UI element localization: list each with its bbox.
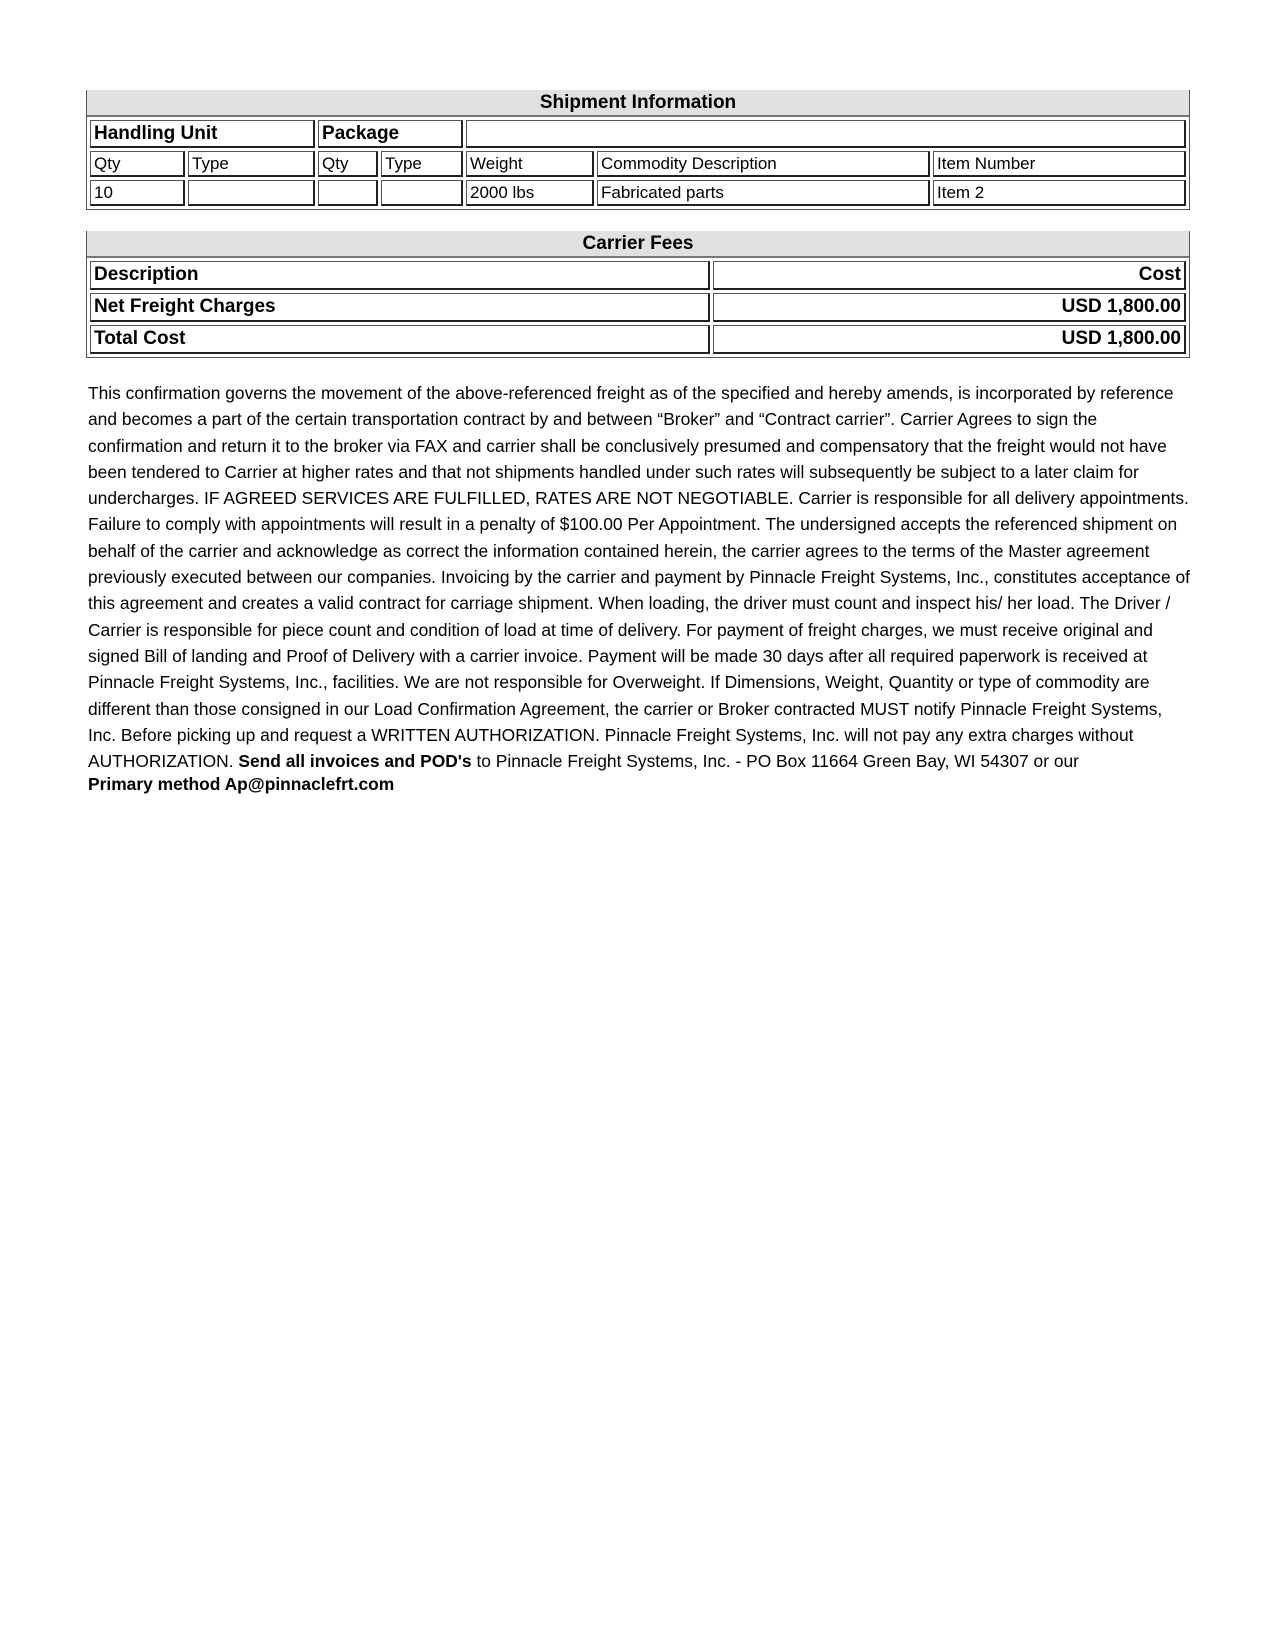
cell-handling-qty: 10 bbox=[90, 180, 185, 206]
shipment-group-header-row bbox=[90, 120, 1186, 148]
fee-cost: USD 1,800.00 bbox=[713, 293, 1186, 322]
carrier-fees-table bbox=[87, 258, 1189, 357]
cell-package-type bbox=[381, 180, 463, 206]
col-item-number: Item Number bbox=[933, 151, 1186, 177]
shipment-group-blank bbox=[466, 120, 1186, 148]
package-header: Package bbox=[318, 120, 463, 148]
col-commodity-description: Commodity Description bbox=[597, 151, 930, 177]
col-weight: Weight bbox=[466, 151, 594, 177]
table-row bbox=[90, 293, 1186, 322]
shipment-information-title: Shipment Information bbox=[87, 90, 1189, 117]
terms-body: This confirmation governs the movement of the above-referenced freight as of the specified and hereby amends, is incorporated by reference and becomes a part of the certain transportation contract by and between “Broker” and “Contract carrier”. Carrier Agrees to sign the confirmation and return it to the broker via FAX and carrier shall be conclusively presumed and compensatory that the freight would not have been tendered to Carrier at higher rates and that not shipments handled under such rates will subsequently be subject to a later claim for undercharges. IF AGREED SERVICES ARE FULFILLED, RATES ARE NOT NEGOTIABLE. Carrier is responsible for all delivery appointments. Failure to comply with appointments will result in a penalty of $100.00 Per Appointment. The undersigned accepts the referenced shipment on behalf of the carrier and acknowledge as correct the information contained herein, the carrier agrees to the terms of the Master agreement previously executed between our companies. Invoicing by the carrier and payment by Pinnacle Freight Systems, Inc., constitutes acceptance of this agreement and creates a valid contract for carriage shipment. When loading, the driver must count and inspect his/ her load. The Driver / Carrier is responsible for piece count and condition of load at time of delivery. For payment of freight charges, we must receive original and signed Bill of landing and Proof of Delivery with a carrier invoice. Payment will be made 30 days after all required paperwork is received at Pinnacle Freight Systems, Inc., facilities. We are not responsible for Overweight. If Dimensions, Weight, Quantity or type of commodity are different than those consigned in our Load Confirmation Agreement, the carrier or Broker contracted MUST notify Pinnacle Freight Systems, Inc. Before picking up and request a WRITTEN AUTHORIZATION. Pinnacle Freight Systems, Inc. will not pay any extra charges without AUTHORIZATION. bbox=[88, 383, 1190, 772]
col-handling-qty: Qty bbox=[90, 151, 185, 177]
carrier-fees-title: Carrier Fees bbox=[87, 231, 1189, 258]
fees-header-row bbox=[90, 261, 1186, 290]
handling-unit-header: Handling Unit bbox=[90, 120, 315, 148]
send-invoices-address: to Pinnacle Freight Systems, Inc. - PO Box 11664 Green Bay, WI 54307 or our bbox=[476, 751, 1079, 772]
table-row bbox=[90, 325, 1186, 354]
cell-package-qty bbox=[318, 180, 378, 206]
fee-description: Net Freight Charges bbox=[90, 293, 710, 322]
col-handling-type: Type bbox=[188, 151, 315, 177]
col-package-qty: Qty bbox=[318, 151, 378, 177]
terms-paragraph bbox=[88, 380, 1192, 794]
carrier-fees-section bbox=[86, 231, 1190, 358]
fee-cost: USD 1,800.00 bbox=[713, 325, 1186, 354]
shipment-information-section bbox=[86, 90, 1190, 210]
primary-method-email: Primary method Ap@pinnaclefrt.com bbox=[88, 774, 395, 795]
fees-description-header: Description bbox=[90, 261, 710, 290]
col-package-type: Type bbox=[381, 151, 463, 177]
fees-cost-header: Cost bbox=[713, 261, 1186, 290]
cell-weight: 2000 lbs bbox=[466, 180, 594, 206]
table-row bbox=[90, 180, 1186, 206]
shipment-table bbox=[87, 117, 1189, 209]
shipment-column-header-row bbox=[90, 151, 1186, 177]
cell-handling-type bbox=[188, 180, 315, 206]
fee-description: Total Cost bbox=[90, 325, 710, 354]
cell-commodity-description: Fabricated parts bbox=[597, 180, 930, 206]
cell-item-number: Item 2 bbox=[933, 180, 1186, 206]
send-invoices-label: Send all invoices and POD's bbox=[238, 751, 472, 772]
